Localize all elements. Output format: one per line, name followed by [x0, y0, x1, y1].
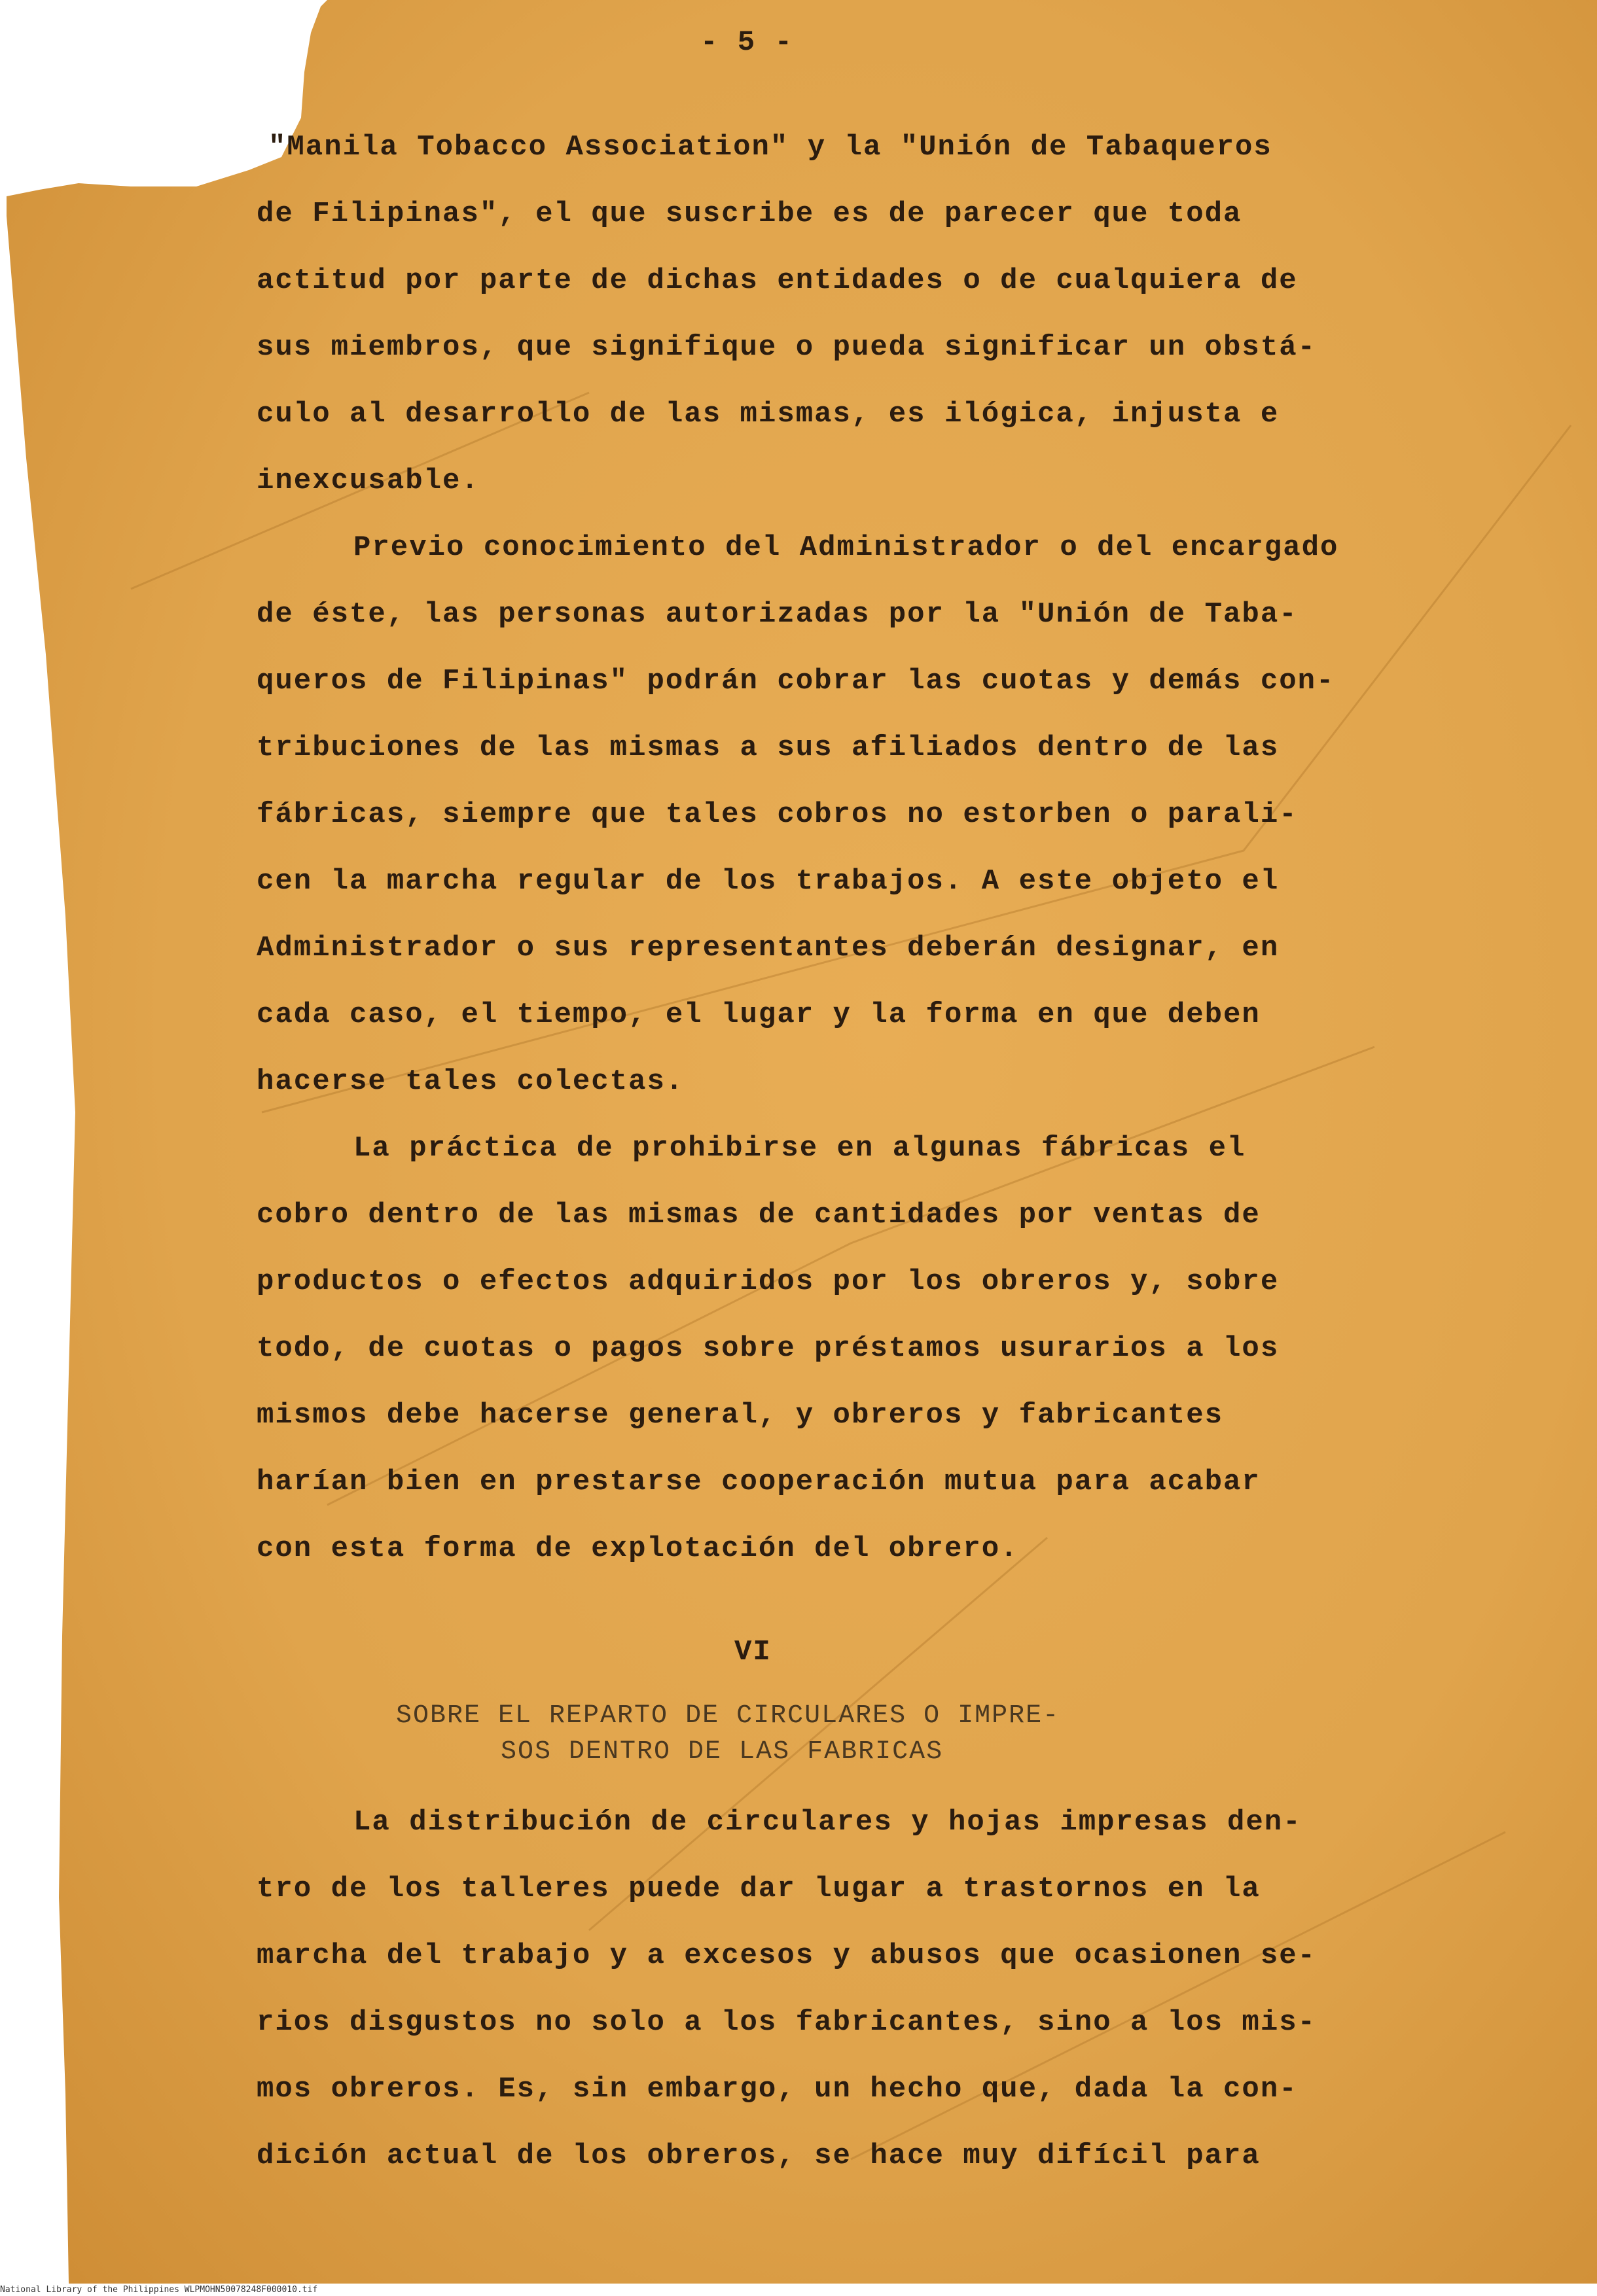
text-line: marcha del trabajo y a excesos y abusos que ocasionen se- — [257, 1939, 1317, 1972]
text-line: todo, de cuotas o pagos sobre préstamos usurarios a los — [257, 1332, 1280, 1365]
text-line: queros de Filipinas" podrán cobrar las cuotas y demás con- — [257, 665, 1335, 698]
text-line: dición actual de los obreros, se hace muy difícil para — [257, 2140, 1261, 2172]
scan-footer: National Library of the Philippines WLPMOHN50078248F000010.tif — [0, 2285, 318, 2295]
text-line: Administrador o sus representantes deberán designar, en — [257, 932, 1280, 964]
section-number: VI — [734, 1636, 772, 1669]
text-line: de éste, las personas autorizadas por la "Unión de Taba- — [257, 598, 1298, 631]
text-line: cobro dentro de las mismas de cantidades por ventas de — [257, 1199, 1261, 1231]
text-line: tro de los talleres puede dar lugar a trastornos en la — [257, 1873, 1261, 1905]
text-line: mos obreros. Es, sin embargo, un hecho que, dada la con- — [257, 2073, 1298, 2106]
text-line: rios disgustos no solo a los fabricantes, sino a los mis- — [257, 2006, 1317, 2039]
section-title-line: SOBRE EL REPARTO DE CIRCULARES O IMPRE- — [396, 1701, 1060, 1731]
text-line: fábricas, siempre que tales cobros no estorben o parali- — [257, 798, 1298, 831]
text-line: "Manila Tobacco Association" y la "Unión de Tabaqueros — [268, 131, 1272, 164]
text-line: mismos debe hacerse general, y obreros y fabricantes — [257, 1399, 1224, 1432]
text-line: Previo conocimiento del Administrador o del encargado — [353, 531, 1339, 564]
text-line: con esta forma de explotación del obrero. — [257, 1532, 1019, 1565]
text-line: cen la marcha regular de los trabajos. A este objeto el — [257, 865, 1280, 898]
text-line: La distribución de circulares y hojas impresas den- — [353, 1806, 1302, 1839]
text-line: productos o efectos adquiridos por los obreros y, sobre — [257, 1265, 1280, 1298]
text-line: harían bien en prestarse cooperación mutua para acabar — [257, 1466, 1261, 1498]
section-title-line: SOS DENTRO DE LAS FABRICAS — [501, 1737, 944, 1767]
text-line: cada caso, el tiempo, el lugar y la forma en que deben — [257, 998, 1261, 1031]
text-line: inexcusable. — [257, 465, 480, 497]
text-line: hacerse tales colectas. — [257, 1065, 685, 1098]
text-line: sus miembros, que signifique o pueda significar un obstá- — [257, 331, 1317, 364]
text-line: La práctica de prohibirse en algunas fábricas el — [353, 1132, 1246, 1165]
page-number: - 5 - — [700, 26, 794, 59]
text-line: tribuciones de las mismas a sus afiliados dentro de las — [257, 732, 1280, 764]
text-line: actitud por parte de dichas entidades o de cualquiera de — [257, 264, 1298, 297]
text-line: de Filipinas", el que suscribe es de parecer que toda — [257, 198, 1242, 230]
text-line: culo al desarrollo de las mismas, es ilógica, injusta e — [257, 398, 1280, 431]
